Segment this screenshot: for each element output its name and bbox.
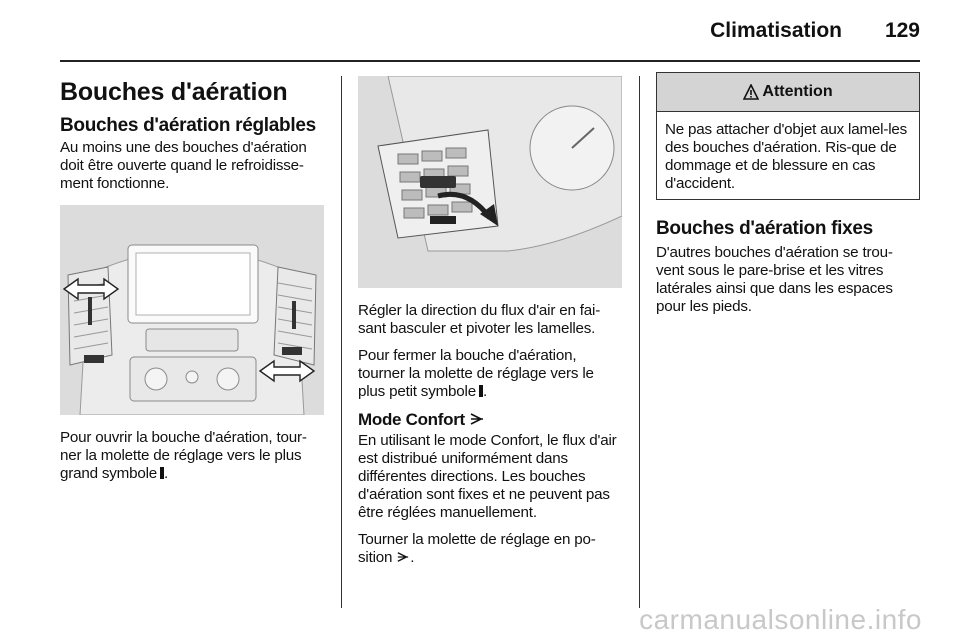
fixed-vents-heading: Bouches d'aération fixes <box>656 218 873 239</box>
adjust-text: Régler la direction du flux d'air en fai-sant basculer et pivoter les lamelles. <box>358 302 601 337</box>
fixed-vents-text: D'autres bouches d'aération se trou-vent sous le pare-brise et les vitres latérales ainsi que dans les espaces pour les pieds. <box>656 244 893 315</box>
intro-text: Au moins une des bouches d'aération doit être ouverte quand le refroidisse-ment fonctionne. <box>60 139 307 192</box>
page-heading: Bouches d'aération <box>60 78 288 106</box>
vent-wheel-drawing <box>358 76 622 288</box>
warning-title: Attention <box>762 83 833 100</box>
sub-heading: Bouches d'aération réglables <box>60 115 316 136</box>
section-title: Climatisation <box>710 19 842 42</box>
header-rule <box>60 60 920 62</box>
open-instruction: Pour ouvrir la bouche d'aération, tour-ner la molette de réglage vers le plus grand symbole . <box>60 429 307 482</box>
comfort-mode-icon <box>469 412 485 426</box>
column-1 <box>60 72 324 492</box>
page-header <box>0 0 960 62</box>
comfort-mode-text: En utilisant le mode Confort, le flux d'air est distribué uniformément dans différentes directions. Les bouches d'aération sont fixes et ne peuvent pas être réglées manuellement. <box>358 432 617 521</box>
small-symbol-icon <box>479 385 483 397</box>
comfort-mode-icon <box>396 551 410 563</box>
page-number: 129 <box>884 19 920 42</box>
large-symbol-icon <box>160 467 164 479</box>
watermark: carmanualsonline.info <box>639 604 922 635</box>
column-divider <box>639 76 640 608</box>
column-2 <box>358 72 622 576</box>
vent-adjustment-illustration <box>358 76 622 288</box>
warning-body <box>657 112 919 199</box>
column-divider <box>341 76 342 608</box>
comfort-mode-instruction: Tourner la molette de réglage en po-sition . <box>358 531 596 566</box>
warning-text: Ne pas attacher d'objet aux lamel-les des bouches d'aération. Ris-que de dommage et de blessure en cas d'accident. <box>665 121 908 192</box>
warning-triangle-icon <box>743 84 759 100</box>
warning-box <box>656 72 920 200</box>
warning-header <box>657 73 919 112</box>
column-3 <box>656 72 920 325</box>
dashboard-vents-illustration <box>60 205 324 415</box>
comfort-mode-heading: Mode Confort <box>358 410 622 430</box>
close-instruction: Pour fermer la bouche d'aération, tourner la molette de réglage vers le plus petit symbole . <box>358 347 594 400</box>
dashboard-vents-drawing <box>60 205 324 415</box>
